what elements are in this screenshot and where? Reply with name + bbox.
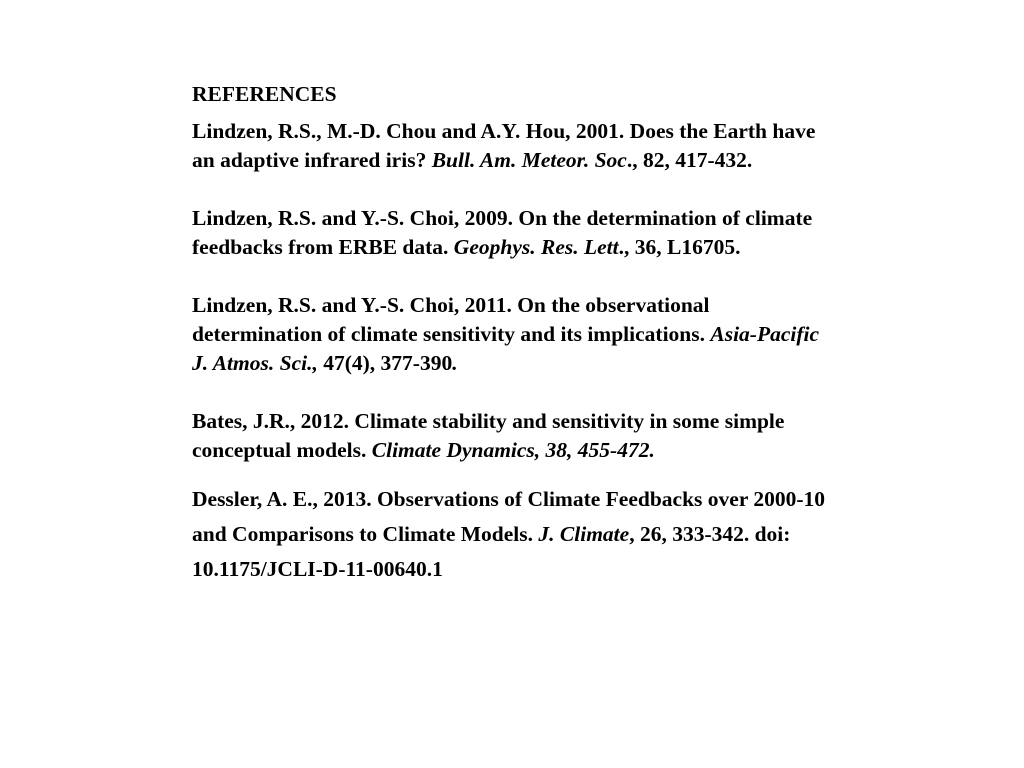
references-slide xyxy=(192,80,832,616)
reference-text: Bates, J.R., 2012. Climate stability and sensitivity in some simple conceptual models. xyxy=(192,409,785,462)
reference-entry-4 xyxy=(192,407,832,465)
reference-entry-5 xyxy=(192,482,832,587)
references-heading: REFERENCES xyxy=(192,82,337,106)
reference-journal: Climate Dynamics, 38, 455-472. xyxy=(371,438,655,462)
reference-entry-1 xyxy=(192,117,832,175)
reference-journal: J. Climate xyxy=(538,522,630,546)
reference-details: 47(4), 377-390 xyxy=(317,351,453,375)
reference-details: ., 82, 417-432. xyxy=(626,148,753,172)
reference-entry-3 xyxy=(192,291,832,378)
reference-journal: Geophys. Res. Lett xyxy=(453,235,619,259)
reference-details: ., 36, L16705. xyxy=(618,235,741,259)
reference-text: Lindzen, R.S. and Y.-S. Choi, 2011. On the observational determination of climate sensitivity and its implications. xyxy=(192,293,711,346)
reference-text: Lindzen, R.S., M.-D. Chou and A.Y. Hou, 2001. Does the Earth have an adaptive infrared iris? xyxy=(192,119,816,172)
reference-entry-2 xyxy=(192,204,832,262)
reference-text: Dessler, A. E., 2013. Observations of Climate Feedbacks over 2000-10 and Comparisons to Climate Models. xyxy=(192,487,826,546)
reference-text: Lindzen, R.S. and Y.-S. Choi, 2009. On the determination of climate feedbacks from ERBE data. xyxy=(192,206,813,259)
reference-journal: Bull. Am. Meteor. Soc xyxy=(431,148,627,172)
reference-trailing-period: . xyxy=(452,351,458,375)
reference-details: , 26, 333-342. doi: 10.1175/JCLI-D-11-00640.1 xyxy=(192,522,791,581)
reference-journal: Asia-Pacific J. Atmos. Sci., xyxy=(192,322,820,375)
